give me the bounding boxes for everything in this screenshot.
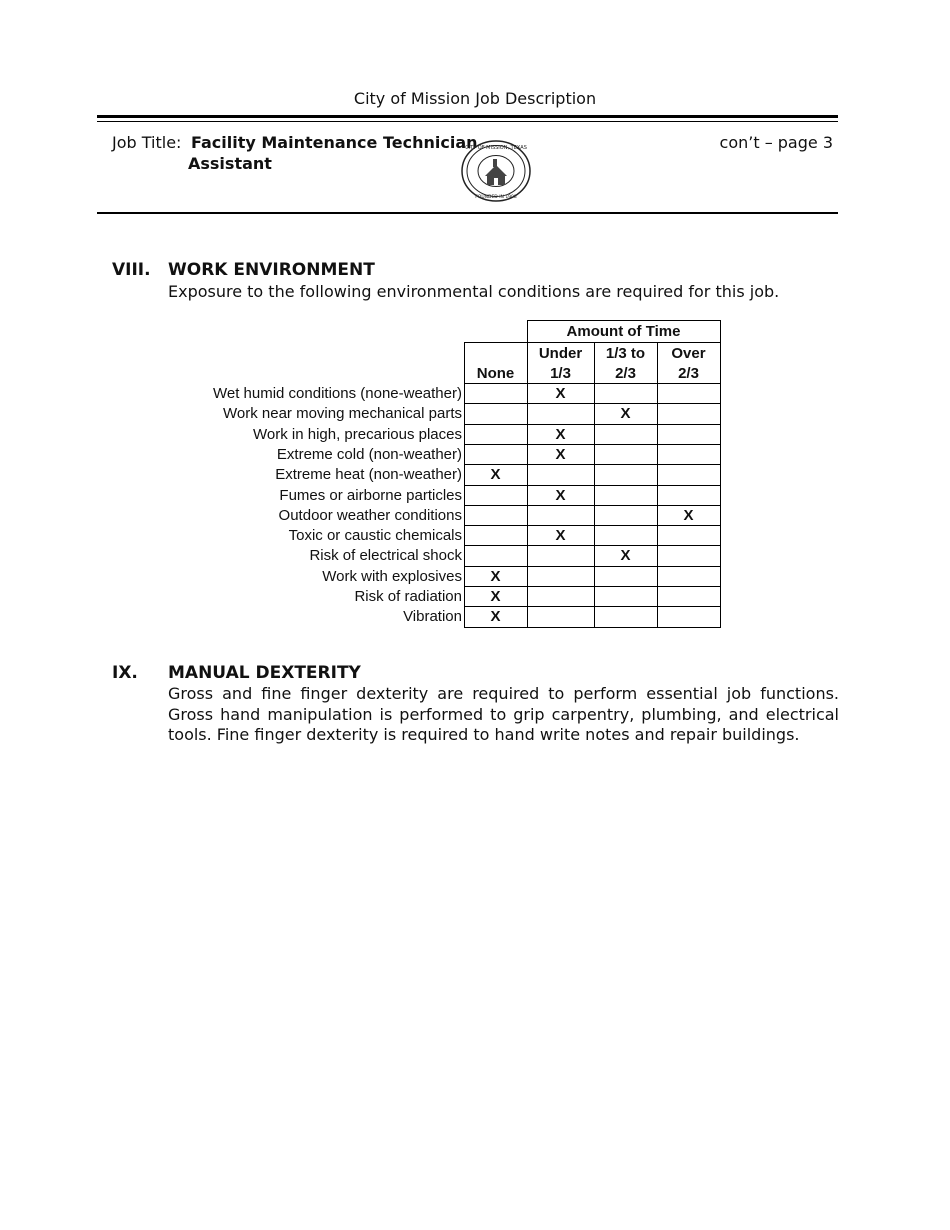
table-column-header: 1/3 — [550, 365, 571, 382]
header-rule-bottom — [97, 212, 838, 214]
table-header-bottom — [464, 383, 720, 384]
table-none-top — [464, 342, 527, 343]
table-row-line — [464, 606, 720, 607]
table-column-header: Under — [538, 345, 583, 362]
svg-text:FOUNDED IN 1908: FOUNDED IN 1908 — [475, 195, 517, 200]
city-seal-logo — [459, 138, 533, 204]
table-row-label: Work with explosives — [322, 567, 462, 585]
table-border-top — [527, 320, 720, 321]
header-rule-thick — [97, 115, 838, 118]
table-mark: X — [620, 405, 631, 423]
section-8-title: WORK ENVIRONMENT — [168, 260, 375, 280]
table-row-line — [464, 525, 720, 526]
table-row-label: Toxic or caustic chemicals — [288, 527, 462, 545]
job-title-line2: Assistant — [188, 154, 272, 173]
section-9-text: Gross and fine finger dexterity are required to perform essential job functions. Gross hand manipulation is performed to grip carpentry, plumbing, and electrical tools. Fine finger dexterity is required to hand write notes and repair buildings. — [168, 684, 839, 744]
table-column-header: 2/3 — [615, 365, 636, 382]
table-column-header: None — [476, 365, 515, 382]
table-mark: X — [555, 385, 566, 402]
table-mark: X — [683, 506, 694, 524]
table-row-line — [464, 403, 720, 404]
table-mark: X — [555, 527, 566, 545]
table-row-label: Risk of electrical shock — [309, 547, 462, 565]
table-row-label: Risk of radiation — [354, 588, 462, 605]
table-row-label: Work near moving mechanical parts — [223, 405, 462, 423]
table-group-header: Amount of Time — [566, 323, 681, 340]
table-mark: X — [490, 608, 501, 626]
table-row-line — [464, 586, 720, 587]
table-row-label: Fumes or airborne particles — [279, 486, 462, 504]
page-reference: con’t – page 3 — [719, 133, 833, 152]
table-column-header: 2/3 — [678, 365, 699, 382]
table-row-label: Outdoor weather conditions — [278, 506, 462, 524]
section-9-title: MANUAL DEXTERITY — [168, 663, 361, 683]
section-8-number: VIII. — [112, 260, 151, 280]
table-mark: X — [490, 588, 501, 605]
table-mark: X — [490, 466, 501, 484]
document-title: City of Mission Job Description — [353, 89, 597, 108]
table-mark: X — [555, 425, 566, 443]
table-mark: X — [555, 486, 566, 504]
table-row-label: Vibration — [403, 608, 462, 626]
header-rule-thin — [97, 121, 838, 122]
table-row-label: Extreme heat (non-weather) — [275, 466, 462, 484]
section-9-number: IX. — [112, 663, 138, 683]
table-mark: X — [490, 567, 501, 585]
table-mark: X — [555, 445, 566, 463]
job-title-label: Job Title: — [112, 133, 182, 152]
table-row-line — [464, 545, 720, 546]
table-column-header: 1/3 to — [605, 345, 646, 362]
table-row-label: Wet humid conditions (none-weather) — [212, 385, 462, 402]
table-mark: X — [620, 547, 631, 565]
table-row-line — [464, 464, 720, 465]
table-row-line — [464, 444, 720, 445]
svg-text:CITY OF MISSION, TEXAS: CITY OF MISSION, TEXAS — [465, 145, 527, 151]
table-column-header: Over — [671, 345, 706, 362]
table-group-divider — [527, 342, 720, 343]
table-row-label: Extreme cold (non-weather) — [276, 445, 462, 463]
section-8-intro: Exposure to the following environmental conditions are required for this job. — [168, 282, 780, 301]
job-title-line1: Facility Maintenance Technician — [191, 133, 478, 152]
table-row-line — [464, 627, 720, 628]
table-row-label: Work in high, precarious places — [253, 425, 462, 443]
table-vline — [720, 320, 721, 628]
